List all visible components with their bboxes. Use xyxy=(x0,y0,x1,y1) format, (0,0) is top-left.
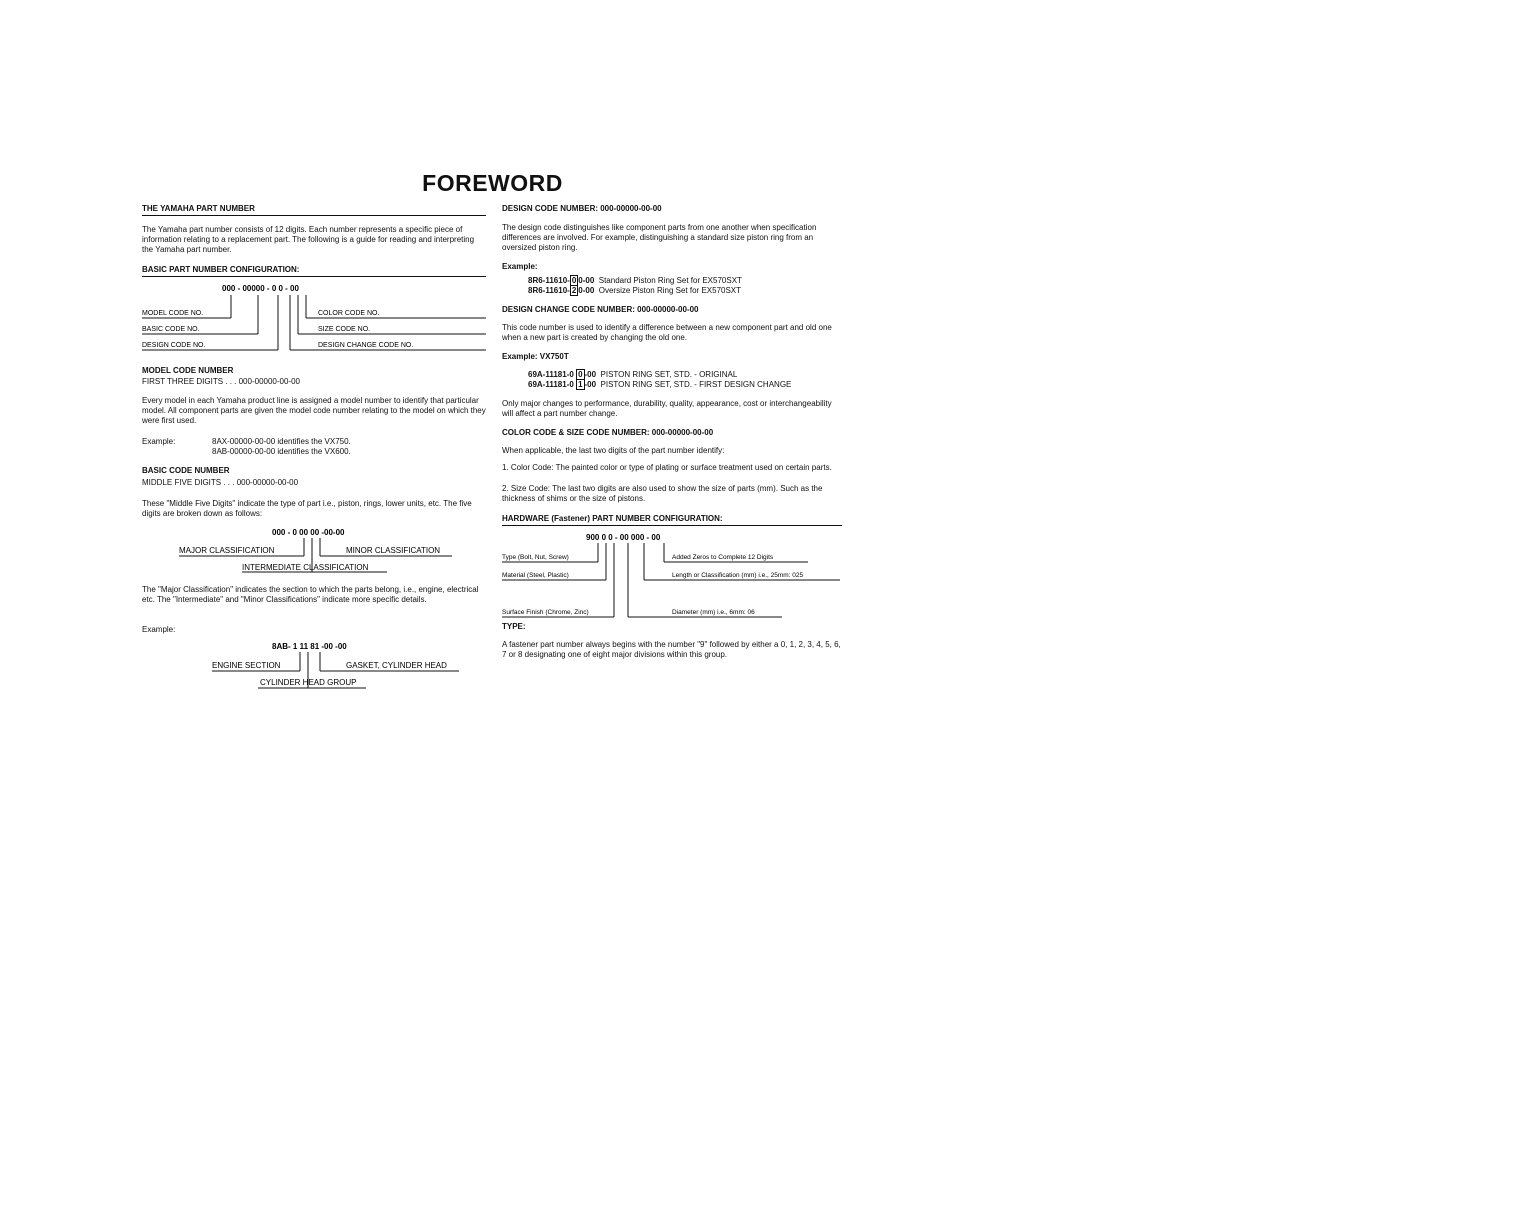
type-body: A fastener part number always begins with the number "9" followed by either a 0, 1, 2, 3, 4, 5, 6, 7 or 8 designating one of eight major divisions within this group. xyxy=(502,640,841,659)
model-code-sub xyxy=(142,377,300,387)
hardware-diagram xyxy=(502,529,842,621)
design-code-row-2-prefix: 8R6-11610- xyxy=(528,286,570,295)
minor-classification-label: MINOR CLASSIFICATION xyxy=(346,546,441,555)
design-change-body: This code number is used to identify a difference between a new component part and old one when a new part is created by changing the old one. xyxy=(502,323,832,342)
cylinder-head-number: 8AB- 1 11 81 -00 -00 xyxy=(272,642,347,651)
model-code-heading: MODEL CODE NUMBER xyxy=(142,366,234,375)
design-code-row-1-suffix: 0-00 xyxy=(578,276,595,285)
intermediate-classification-label: INTERMEDIATE CLASSIFICATION xyxy=(242,563,369,572)
label-color-code: COLOR CODE NO. xyxy=(318,310,380,317)
model-code-body: Every model in each Yamaha product line is assigned a model number to identify that particular model. All component parts are given the model code number relating to the model on which they were first used. xyxy=(142,396,486,425)
design-change-row-2-suffix: -00 xyxy=(584,380,597,389)
design-change-row-1-desc: PISTON RING SET, STD. - ORIGINAL xyxy=(600,370,738,379)
design-code-example-label: Example: xyxy=(502,262,538,271)
hardware-length-label: Length or Classification (mm) i.e., 25mm: 025 xyxy=(672,572,804,579)
design-code-heading: DESIGN CODE NUMBER: 000-00000-00-00 xyxy=(502,204,662,213)
label-design-code: DESIGN CODE NO. xyxy=(142,342,206,349)
design-code-row-2-desc: Oversize Piston Ring Set for EX570SXT xyxy=(598,286,742,295)
type-heading: TYPE: xyxy=(502,622,526,631)
basic-code-body-2: The "Major Classification" indicates the section to which the parts belong, i.e., engine, electrical etc. The "Intermediate" and "Minor Classifications" indicate more specific details. xyxy=(142,585,479,604)
design-change-heading: DESIGN CHANGE CODE NUMBER: 000-00000-00-00 xyxy=(502,305,699,314)
color-size-item-2: 2. Size Code: The last two digits are also used to show the size of parts (mm). Such as the thickness of shims or the size of pistons. xyxy=(502,484,823,503)
basic-code-example-label: Example: xyxy=(142,625,176,634)
design-change-row-2-desc: PISTON RING SET, STD. - FIRST DESIGN CHANGE xyxy=(600,380,792,389)
design-change-row-2-prefix: 69A-11181-0 xyxy=(528,380,574,389)
label-basic-code: BASIC CODE NO. xyxy=(142,326,200,333)
classification-diagram xyxy=(142,524,486,576)
cylinder-head-diagram xyxy=(142,638,486,692)
design-code-row-2 xyxy=(528,286,741,296)
hardware-heading: HARDWARE (Fastener) PART NUMBER CONFIGURATION: xyxy=(502,514,842,526)
label-design-change-code: DESIGN CHANGE CODE NO. xyxy=(318,342,414,349)
model-code-example-1: 8AX-00000-00-00 identifies the VX750. xyxy=(212,437,351,446)
color-size-item-1: 1. Color Code: The painted color or type of plating or surface treatment used on certain parts. xyxy=(502,463,832,472)
yamaha-part-number-body: The Yamaha part number consists of 12 digits. Each number represents a specific piece of information relating to a replacement part. The following is a guide for reading and interpreting the Yamaha part number. xyxy=(142,225,475,254)
hardware-material-label: Material (Steel, Plastic) xyxy=(502,572,569,579)
yamaha-part-number-heading: THE YAMAHA PART NUMBER xyxy=(142,204,486,216)
design-change-row-2 xyxy=(528,380,791,390)
design-change-row-1 xyxy=(528,370,737,380)
design-code-row-2-digit: 2 xyxy=(571,286,577,295)
basic-code-sub-code: 000-00000-00-00 xyxy=(236,478,299,487)
label-size-code: SIZE CODE NO. xyxy=(318,326,371,333)
hardware-number: 900 0 0 - 00 000 - 00 xyxy=(586,533,661,542)
design-code-row-1 xyxy=(528,276,742,286)
design-change-row-1-prefix: 69A-11181-0 xyxy=(528,370,574,379)
model-code-example-2: 8AB-00000-00-00 identifies the VX600. xyxy=(212,447,351,456)
basic-config-diagram xyxy=(142,278,486,358)
hardware-zeros-label: Added Zeros to Complete 12 Digits xyxy=(672,554,774,561)
label-model-code: MODEL CODE NO. xyxy=(142,310,204,317)
model-code-example-label: Example: xyxy=(142,437,176,446)
cylinder-head-group-label: CYLINDER HEAD GROUP xyxy=(260,678,357,687)
color-size-intro: When applicable, the last two digits of the part number identify: xyxy=(502,446,725,455)
color-size-heading: COLOR CODE & SIZE CODE NUMBER: 000-00000-00-00 xyxy=(502,428,714,437)
gasket-label: GASKET, CYLINDER HEAD xyxy=(346,661,447,670)
hardware-surface-label: Surface Finish (Chrome, Zinc) xyxy=(502,609,589,616)
classification-number: 000 - 0 00 00 -00-00 xyxy=(272,528,345,537)
basic-code-sub xyxy=(142,478,298,488)
model-code-sub-prefix: FIRST THREE DIGITS . . . xyxy=(142,377,239,386)
design-code-row-1-digit: 0 xyxy=(571,276,577,285)
design-change-row-1-digit: 0 xyxy=(578,370,583,379)
basic-config-number: 000 - 00000 - 0 0 - 00 xyxy=(222,284,299,293)
hardware-diameter-label: Diameter (mm) i.e., 6mm: 06 xyxy=(672,609,755,616)
design-code-body: The design code distinguishes like component parts from one another when specification differences are involved. For example, distinguishing a standard size piston ring from an oversized piston ring. xyxy=(502,223,817,252)
design-change-example-label: Example: VX750T xyxy=(502,352,569,361)
design-code-row-2-suffix: 0-00 xyxy=(578,286,595,295)
design-change-row-2-digit: 1 xyxy=(578,380,583,389)
engine-section-label: ENGINE SECTION xyxy=(212,661,281,670)
hardware-type-label: Type (Bolt, Nut, Screw) xyxy=(502,554,569,561)
design-code-row-1-desc: Standard Piston Ring Set for EX570SXT xyxy=(598,276,742,285)
design-code-row-1-prefix: 8R6-11610- xyxy=(528,276,570,285)
basic-config-heading: BASIC PART NUMBER CONFIGURATION: xyxy=(142,265,486,277)
basic-code-sub-prefix: MIDDLE FIVE DIGITS . . . xyxy=(142,478,237,487)
page-title: FOREWORD xyxy=(422,170,563,196)
model-code-sub-code: 000-00000-00-00 xyxy=(238,377,300,386)
design-change-body-2: Only major changes to performance, durability, quality, appearance, cost or interchangeability will affect a part number change. xyxy=(502,399,832,418)
basic-code-body: These "Middle Five Digits" indicate the type of part i.e., piston, rings, lower units, etc. The five digits are broken down as follows: xyxy=(142,499,472,518)
design-change-row-1-suffix: -00 xyxy=(584,370,597,379)
major-classification-label: MAJOR CLASSIFICATION xyxy=(179,546,275,555)
basic-code-heading: BASIC CODE NUMBER xyxy=(142,466,230,475)
